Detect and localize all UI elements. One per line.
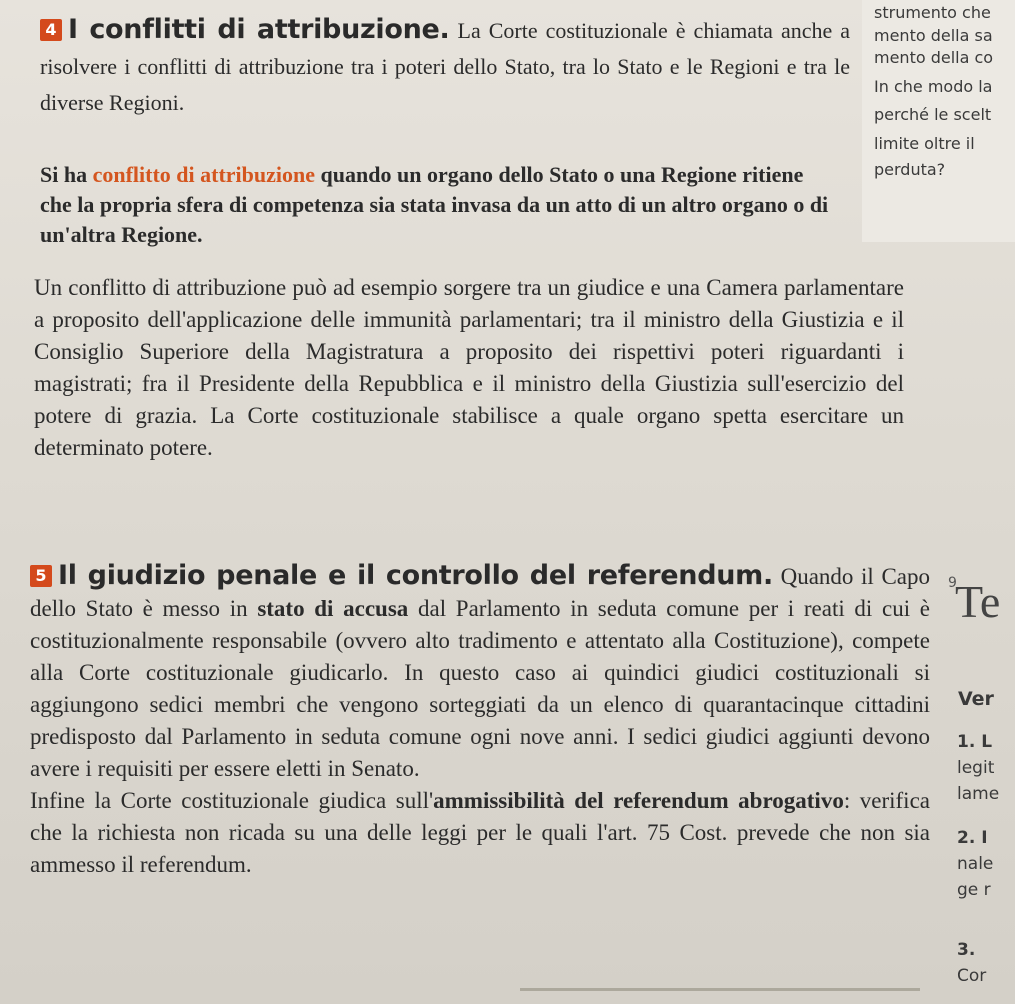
right-strip-item-line: legit bbox=[957, 758, 995, 778]
section-5-p1-bold: stato di accusa bbox=[257, 596, 409, 621]
page-edge-shadow bbox=[520, 988, 920, 991]
right-strip-item-line: nale bbox=[957, 854, 994, 874]
sidebar-line: In che modo la bbox=[874, 76, 993, 96]
section-4-intro-paragraph bbox=[40, 12, 850, 121]
section-4 bbox=[40, 12, 850, 121]
right-strip-item bbox=[957, 828, 1015, 900]
definition-text bbox=[40, 160, 830, 250]
section-5-p1-start: Quando il Capo dello Stato è messo in bbox=[30, 564, 931, 621]
section-5-p2-start: Infine la Corte costituzionale giudica sull' bbox=[30, 788, 434, 813]
right-strip-item bbox=[957, 940, 1015, 986]
right-strip-item bbox=[957, 732, 1015, 804]
sidebar-line: strumento che bbox=[874, 3, 991, 22]
right-strip-subtitle: Ver bbox=[958, 688, 994, 710]
section-4-body bbox=[34, 272, 904, 464]
section-5-heading: Il giudizio penale e il controllo del referendum. bbox=[58, 560, 773, 591]
section-5-p2-rest: : verifica che la richiesta non ricada su una delle leggi per le quali l'art. 75 Cost. prevede che non sia ammesso il referendum. bbox=[30, 788, 930, 877]
definition-block bbox=[40, 160, 830, 250]
sidebar-line: perduta? bbox=[874, 160, 946, 179]
section-5-p1-rest: dal Parlamento in seduta comune per i reati di cui è costituzionalmente responsabile (ovvero alto tradimento e attentato alla Costituzione), compete alla Corte costituzionale giudicarlo. In questo caso ai quindici giudici costituzionali si aggiungono sedici membri che vengono sorteggiati da un elenco di quarantacinque cittadini predisposto dal Parlamento in seduta comune ogni nove anni. I sedici giudici aggiunti devono avere i requisiti per essere eletti in Senato. bbox=[30, 596, 930, 781]
sidebar-questions-box bbox=[862, 0, 1015, 242]
right-strip-item-line: lame bbox=[957, 784, 1000, 804]
section-4-heading: I conflitti di attribuzione. bbox=[68, 14, 450, 45]
sidebar-line: mento della co bbox=[874, 48, 994, 67]
right-strip-item-label: 3. bbox=[957, 940, 976, 960]
definition-prefix: Si ha bbox=[40, 162, 88, 187]
section-4-intro: La Corte costituzionale è chiamata anche a risolvere i conflitti di attribuzione tra i poteri dello Stato, tra lo Stato e le Regioni e tra le diverse Regioni. bbox=[40, 18, 851, 115]
sidebar-line: mento della sa bbox=[874, 25, 993, 45]
section-4-body-paragraph: Un conflitto di attribuzione può ad esempio sorgere tra un giudice e una Camera parlamentare a proposito dell'applicazione delle immunità parlamentari; tra il ministro della Giustizia e il Consiglio Superiore della Magistratura a proposito dei rispettivi poteri riguardanti i magistrati; fra il Presidente della Repubblica e il ministro della Giustizia sull'esercizio del potere di grazia. La Corte costituzionale stabilisce a quale organo spetta esercitare un determinato potere. bbox=[34, 275, 904, 460]
right-strip-item-label: 2. I bbox=[957, 828, 988, 848]
section-5 bbox=[30, 560, 930, 881]
right-strip-number: 9 bbox=[948, 575, 957, 591]
definition-rest: quando un organo dello Stato o una Regione ritiene che la propria sfera di competenza sia stata invasa da un atto di un altro organo o di un'altra Regione. bbox=[40, 162, 829, 247]
section-number-badge: 4 bbox=[40, 19, 62, 41]
right-strip-title: Te bbox=[955, 576, 1001, 627]
section-5-paragraph-1 bbox=[30, 560, 930, 785]
sidebar-line: perché le scelt bbox=[874, 105, 992, 124]
definition-term: conflitto di attribuzione bbox=[92, 162, 316, 187]
section-5-p2-bold: ammissibilità del referendum abrogativo bbox=[433, 788, 844, 813]
right-strip-item-line: ge r bbox=[957, 880, 991, 900]
sidebar-line: limite oltre il bbox=[874, 133, 975, 153]
section-5-paragraph-2 bbox=[30, 785, 930, 881]
right-strip-item-label: 1. L bbox=[957, 732, 993, 752]
right-strip-item-line: Cor bbox=[957, 966, 987, 986]
section-number-badge: 5 bbox=[30, 565, 52, 587]
